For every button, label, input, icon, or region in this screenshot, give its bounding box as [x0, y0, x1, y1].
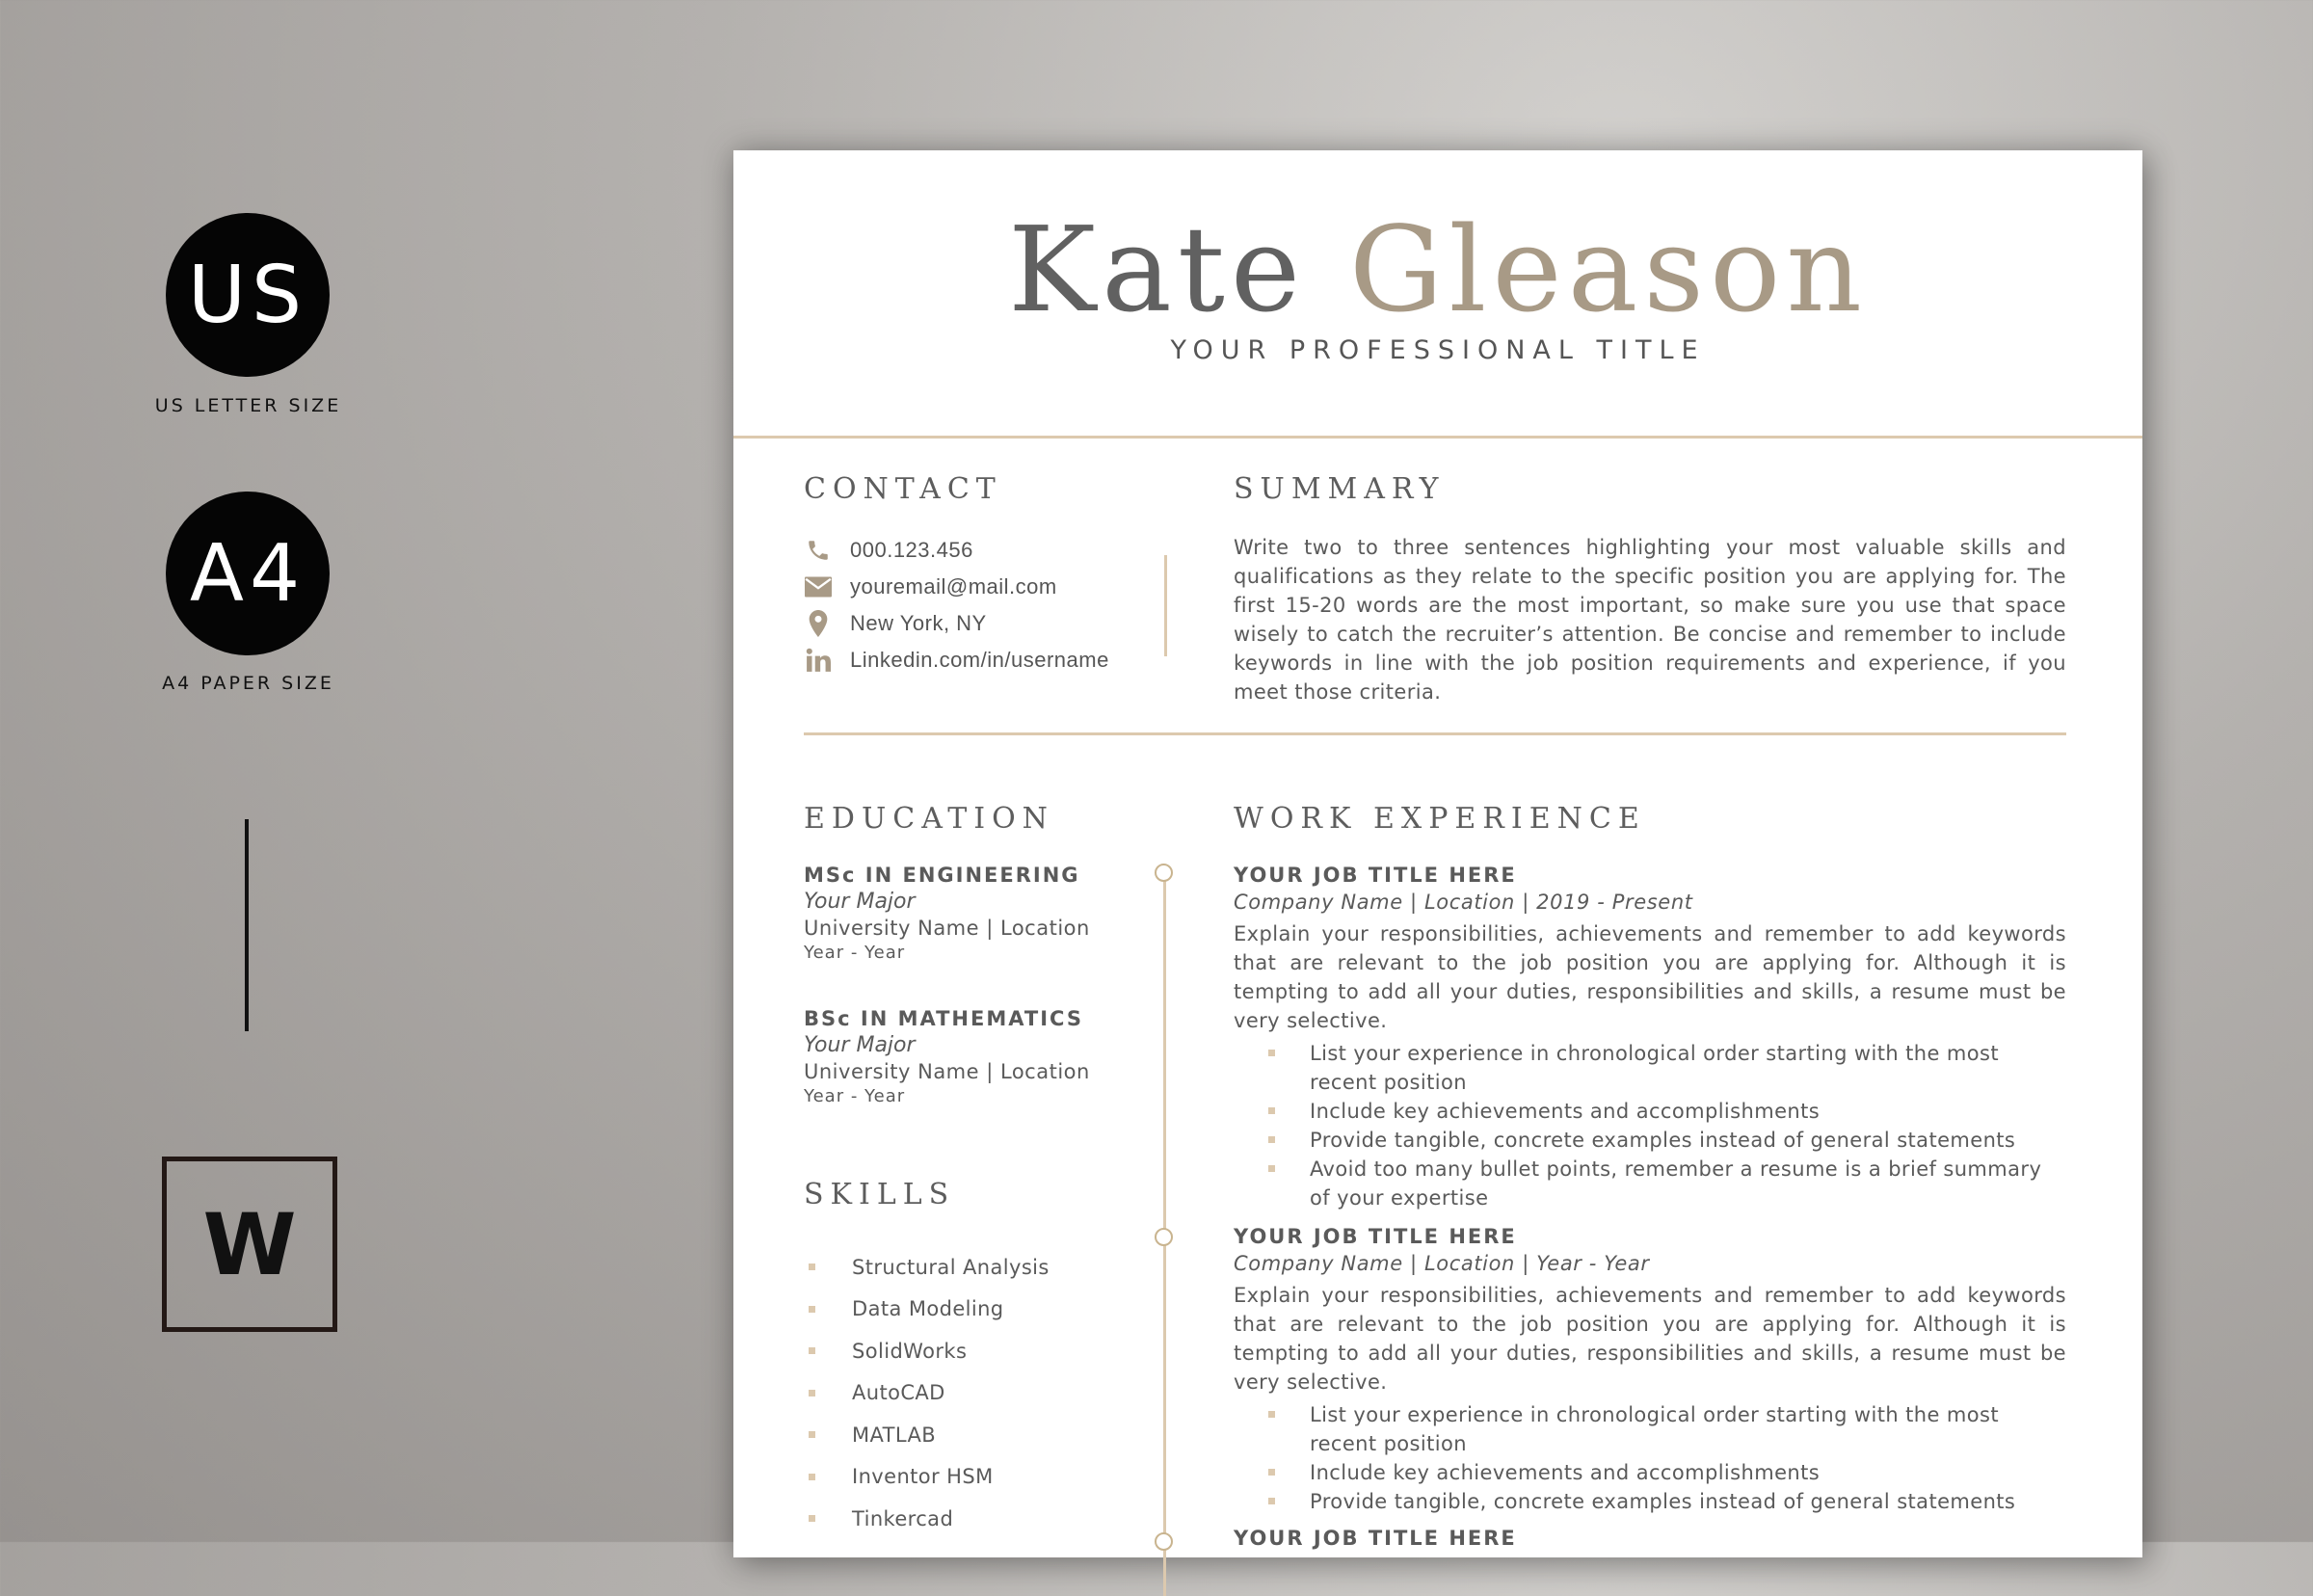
- degree: BSc IN MATHEMATICS: [804, 1007, 1083, 1030]
- list-item: [804, 1456, 1050, 1499]
- skill-label: Structural Analysis: [852, 1255, 1050, 1279]
- bullet-icon: [1268, 1411, 1275, 1418]
- a4-paper-label: A4 PAPER SIZE: [162, 673, 334, 694]
- section-rule: [804, 732, 2066, 735]
- us-letter-badge: US: [166, 213, 330, 377]
- bullet-icon: [1268, 1165, 1275, 1172]
- bullet-icon: [809, 1264, 815, 1270]
- work-heading: WORK EXPERIENCE: [1234, 802, 1646, 836]
- bullet-icon: [809, 1390, 815, 1396]
- phone-icon: [804, 536, 833, 565]
- skill-label: AutoCAD: [852, 1381, 945, 1405]
- years: Year - Year: [804, 1086, 906, 1106]
- summary-heading: SUMMARY: [1234, 472, 1446, 506]
- contact-location: [804, 609, 987, 638]
- bullet-text: Include key achievements and accomplishments: [1310, 1461, 1821, 1484]
- university: University Name | Location: [804, 917, 1090, 940]
- major: Your Major: [804, 1033, 916, 1057]
- contact-linkedin: [804, 646, 1109, 675]
- professional-title: YOUR PROFESSIONAL TITLE: [1170, 335, 1706, 365]
- bullet-icon: [809, 1474, 815, 1480]
- skill-label: MATLAB: [852, 1423, 937, 1447]
- list-item: [804, 1330, 1050, 1372]
- list-item: [1234, 1039, 2066, 1097]
- company-line: Company Name | Location | 2019 - Present: [1234, 891, 1693, 914]
- education-heading: EDUCATION: [804, 802, 1054, 836]
- timeline-dot: [1155, 1228, 1173, 1246]
- list-item: [1234, 1400, 2066, 1458]
- job-bullets: [1234, 1039, 2066, 1212]
- us-letter-label: US LETTER SIZE: [154, 395, 342, 416]
- bullet-icon: [809, 1306, 815, 1313]
- header-rule: [733, 436, 2142, 439]
- skill-label: SolidWorks: [852, 1339, 968, 1363]
- skills-heading: SKILLS: [804, 1178, 956, 1211]
- bullet-text: Provide tangible, concrete examples instead of general statements: [1310, 1490, 2016, 1513]
- years: Year - Year: [804, 943, 906, 963]
- job-title: YOUR JOB TITLE HERE: [1234, 1225, 1517, 1248]
- major: Your Major: [804, 890, 916, 914]
- job-entry: [1234, 1225, 2066, 1516]
- list-item: [1234, 1458, 2066, 1487]
- list-item: [1234, 1155, 2066, 1212]
- job-title: YOUR JOB TITLE HERE: [1234, 864, 1517, 887]
- contact-text: Linkedin.com/in/username: [850, 648, 1109, 672]
- list-item: [1234, 1126, 2066, 1155]
- a4-paper-badge: A4: [166, 492, 330, 655]
- bullet-text: Provide tangible, concrete examples instead of general statements: [1310, 1129, 2016, 1152]
- summary-text: Write two to three sentences highlighting your most valuable skills and qualifications as they relate to the specific position you are applying for. The first 15-20 words are the most important, so make sure you use that space wisely to catch the recruiter’s attention. Be concise and remember to include keywords in line with the job position requirements and experience, if you meet those criteria.: [1234, 536, 2066, 704]
- contact-text: New York, NY: [850, 611, 987, 635]
- bullet-icon: [809, 1515, 815, 1522]
- contact-divider: [1164, 555, 1167, 656]
- job-bullets: [1234, 1400, 2066, 1516]
- company-line: Company Name | Location | Year - Year: [1234, 1252, 1650, 1275]
- contact-heading: CONTACT: [804, 472, 1002, 506]
- format-badges: [0, 0, 501, 1542]
- degree: MSc IN ENGINEERING: [804, 864, 1080, 887]
- university: University Name | Location: [804, 1060, 1090, 1083]
- job-description: Explain your responsibilities, achievements and remember to add keywords that are relevant to the job position you are applying for. Although it is tempting to add all your duties, responsibilities and skills, a resume must be very selective.: [1234, 1284, 2066, 1394]
- contact-text: 000.123.456: [850, 538, 973, 562]
- list-item: [804, 1289, 1050, 1331]
- linkedin-icon: [804, 646, 833, 675]
- skills-list: [804, 1246, 1050, 1540]
- bullet-icon: [1268, 1136, 1275, 1143]
- job-title: YOUR JOB TITLE HERE: [1234, 1527, 1517, 1550]
- contact-email: [804, 572, 1057, 601]
- bullet-icon: [1268, 1469, 1275, 1476]
- bullet-icon: [1268, 1107, 1275, 1114]
- contact-text: youremail@mail.com: [850, 574, 1057, 598]
- divider: [245, 819, 249, 1031]
- last-name: Gleason: [1348, 201, 1868, 338]
- skill-label: Data Modeling: [852, 1297, 1004, 1321]
- bullet-text: List your experience in chronological order starting with the most recent position: [1310, 1042, 1999, 1094]
- list-item: [804, 1372, 1050, 1415]
- list-item: [1234, 1487, 2066, 1516]
- skill-label: Tinkercad: [852, 1506, 954, 1530]
- timeline-dot: [1155, 864, 1173, 882]
- email-icon: [804, 572, 833, 601]
- education-item: [804, 1007, 1090, 1106]
- contact-phone: [804, 536, 973, 565]
- list-item: [804, 1498, 1050, 1540]
- list-item: [1234, 1097, 2066, 1126]
- resume-page: [733, 150, 2142, 1557]
- list-item: [804, 1414, 1050, 1456]
- job-entry: [1234, 864, 2066, 1212]
- bullet-icon: [1268, 1498, 1275, 1504]
- bullet-text: List your experience in chronological order starting with the most recent position: [1310, 1403, 1999, 1455]
- first-name: Kate: [1008, 201, 1307, 338]
- list-item: [804, 1246, 1050, 1289]
- bullet-text: Include key achievements and accomplishments: [1310, 1100, 1821, 1123]
- resume-name: [733, 202, 2142, 337]
- bullet-icon: [809, 1431, 815, 1438]
- job-description: Explain your responsibilities, achievements and remember to add keywords that are relevant to the job position you are applying for. Although it is tempting to add all your duties, responsibilities and skills, a resume must be very selective.: [1234, 922, 2066, 1032]
- word-icon: W: [162, 1157, 337, 1332]
- bullet-icon: [809, 1347, 815, 1354]
- education-item: [804, 864, 1090, 963]
- bullet-icon: [1268, 1050, 1275, 1056]
- location-icon: [804, 609, 833, 638]
- bullet-text: Avoid too many bullet points, remember a resume is a brief summary of your expertise: [1310, 1157, 2042, 1210]
- skill-label: Inventor HSM: [852, 1465, 994, 1489]
